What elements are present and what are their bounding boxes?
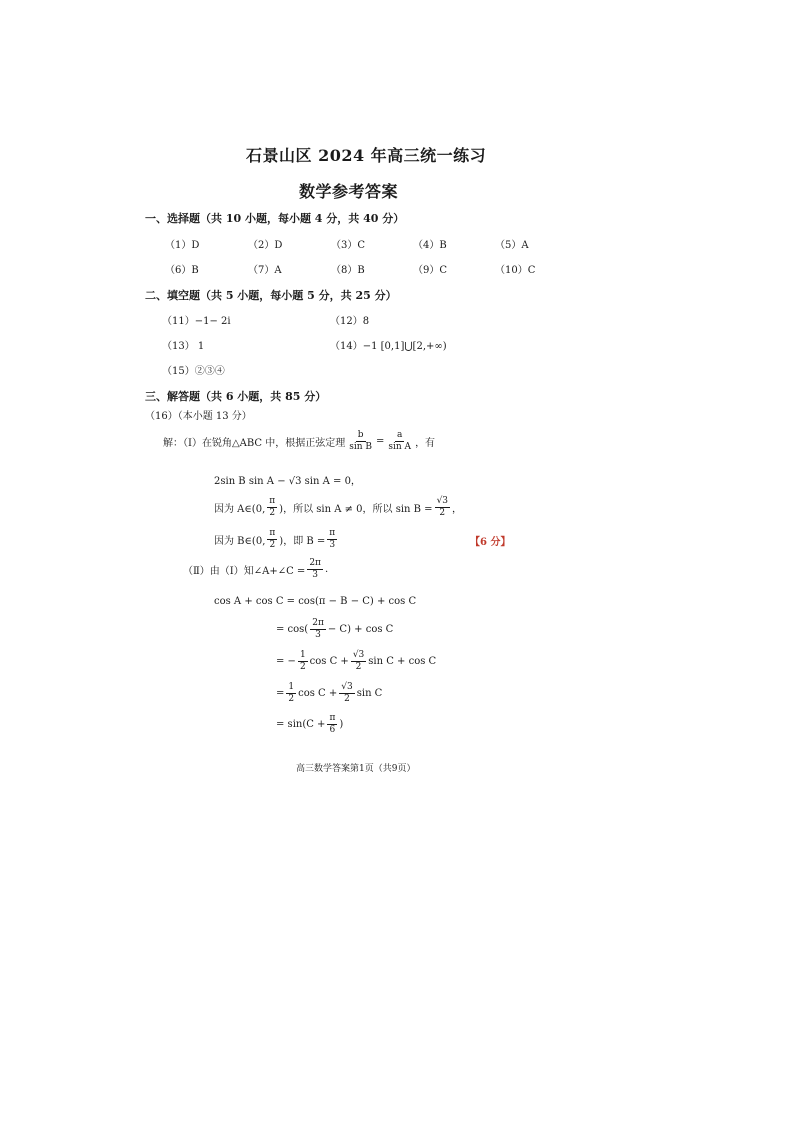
fraction-denominator: 3 — [329, 540, 336, 550]
text-segment: 因为 A∈(0, — [214, 504, 266, 515]
part2-intro-line — [183, 558, 328, 581]
fraction-numerator: a — [397, 430, 403, 440]
fraction-numerator: π — [269, 496, 276, 506]
fraction-sqrt3-over-2 — [351, 650, 366, 673]
text-segment: = — [276, 688, 285, 699]
derivation-line — [276, 650, 436, 673]
answer-item: （14）−1 [0,1]⋃[2,+∞) — [330, 341, 447, 352]
document-subtitle: 数学参考答案 — [299, 182, 399, 201]
answer-item: （1）D — [165, 240, 200, 251]
derivation-line — [276, 618, 393, 641]
answer-item: （7）A — [248, 265, 282, 276]
fraction-a-over-sinA — [386, 430, 413, 453]
fraction-numerator: 1 — [288, 682, 295, 692]
text-segment: sin C + cos C — [368, 656, 437, 667]
answer-item: （15）②③④ — [162, 366, 225, 377]
answer-item: （8）B — [331, 265, 365, 276]
answer-item: （9）C — [413, 265, 448, 276]
fraction-1-over-2 — [298, 650, 308, 673]
part1-intro-text: 解：（Ⅰ）在锐角△ABC 中，根据正弦定理 — [163, 438, 346, 449]
text-segment: 因为 B∈(0, — [214, 536, 266, 547]
fraction-denominator: 2 — [288, 694, 295, 704]
fraction-denominator: 2 — [299, 662, 306, 672]
text-segment: sin C — [356, 688, 383, 699]
answer-item: （12）8 — [330, 316, 370, 327]
fraction-denominator: sin A — [388, 442, 412, 452]
part1-intro-tail: ，有 — [415, 438, 436, 449]
fraction-denominator: 2 — [355, 662, 362, 672]
answer-item: （6）B — [165, 265, 199, 276]
answer-item: （4）B — [413, 240, 447, 251]
fraction-denominator: 2 — [269, 540, 276, 550]
fraction-denominator: 3 — [312, 570, 319, 580]
fraction-numerator: π — [329, 528, 336, 538]
text-segment: . — [324, 564, 329, 575]
derivation-line: cos A + cos C = cos(π − B − C) + cos C — [214, 596, 417, 607]
fraction-numerator: √3 — [352, 650, 365, 660]
fraction-pi-over-2 — [267, 528, 277, 551]
text-segment: = sin(C + — [276, 719, 326, 730]
score-badge: 【6 分】 — [470, 537, 511, 548]
answer-item: （2）D — [248, 240, 283, 251]
text-segment: = − — [276, 656, 296, 667]
fraction-numerator: √3 — [341, 682, 353, 692]
fraction-numerator: 2π — [309, 558, 321, 568]
text-segment: （Ⅱ）由（Ⅰ）知∠A+∠C = — [183, 566, 306, 577]
derivation-line — [276, 713, 343, 736]
fraction-denominator: sin B — [349, 442, 373, 452]
section-fill-heading: 二、填空题（共 5 小题，每小题 5 分，共 25 分） — [145, 289, 397, 302]
derivation-line — [276, 682, 382, 705]
fraction-denominator: 2 — [269, 508, 276, 518]
fraction-sqrt3-over-2 — [339, 682, 354, 705]
text-segment: − C) + cos C — [327, 624, 394, 635]
answer-item: （13） 1 — [162, 341, 205, 352]
reasoning-line — [214, 528, 339, 551]
page-footer: 高三数学答案第1页（共9页） — [296, 764, 416, 774]
fraction-b-over-sinB — [347, 430, 374, 453]
part1-intro-line: 解：（Ⅰ）在锐角△ABC 中，根据正弦定理 $\frac{b}{\text{sin B}}$ = $\frac{a}{\text{sin A}}$ ，有 — [163, 430, 436, 452]
fraction-numerator: √3 — [436, 496, 449, 506]
fraction-denominator: 2 — [439, 508, 446, 518]
text-segment: cos C + — [309, 656, 349, 667]
answer-item: （5）A — [495, 240, 529, 251]
text-segment: )，所以 sin A ≠ 0，所以 sin B = — [279, 504, 433, 515]
fraction-numerator: 2π — [312, 618, 324, 628]
reasoning-line — [214, 496, 462, 519]
text-segment: ) — [339, 719, 344, 730]
fraction-numerator: b — [357, 430, 364, 440]
text-segment: cos C + — [298, 688, 338, 699]
section-choice-heading: 一、选择题（共 10 小题，每小题 4 分，共 40 分） — [145, 212, 405, 225]
fraction-denominator: 2 — [344, 694, 350, 704]
answer-item: （11）−1− 2i — [162, 316, 231, 327]
fraction-denominator: 6 — [329, 725, 336, 735]
fraction-numerator: π — [269, 528, 276, 538]
fraction-2pi-over-3 — [307, 558, 323, 581]
fraction-2pi-over-3 — [310, 618, 326, 641]
fraction-pi-over-6 — [327, 713, 337, 736]
fraction-sqrt3-over-2 — [435, 496, 450, 519]
answer-item: （3）C — [331, 240, 366, 251]
fraction-pi-over-3 — [327, 528, 337, 551]
fraction-denominator: 3 — [315, 630, 321, 640]
fraction-1-over-2 — [286, 682, 296, 705]
equation-line: 2sin B sin A − √3 sin A = 0， — [214, 476, 361, 487]
text-segment: = cos( — [276, 624, 309, 635]
question-16-label: （16）（本小题 13 分） — [145, 411, 252, 422]
answer-item: （10）C — [495, 265, 536, 276]
section-solution-heading: 三、解答题（共 6 小题，共 85 分） — [145, 390, 327, 403]
document-title: 石景山区 2024 年高三统一练习 — [246, 146, 487, 165]
fraction-pi-over-2 — [267, 496, 277, 519]
text-segment: ， — [452, 504, 463, 515]
text-segment: )，即 B = — [279, 536, 326, 547]
fraction-numerator: π — [329, 713, 336, 723]
fraction-numerator: 1 — [299, 650, 306, 660]
